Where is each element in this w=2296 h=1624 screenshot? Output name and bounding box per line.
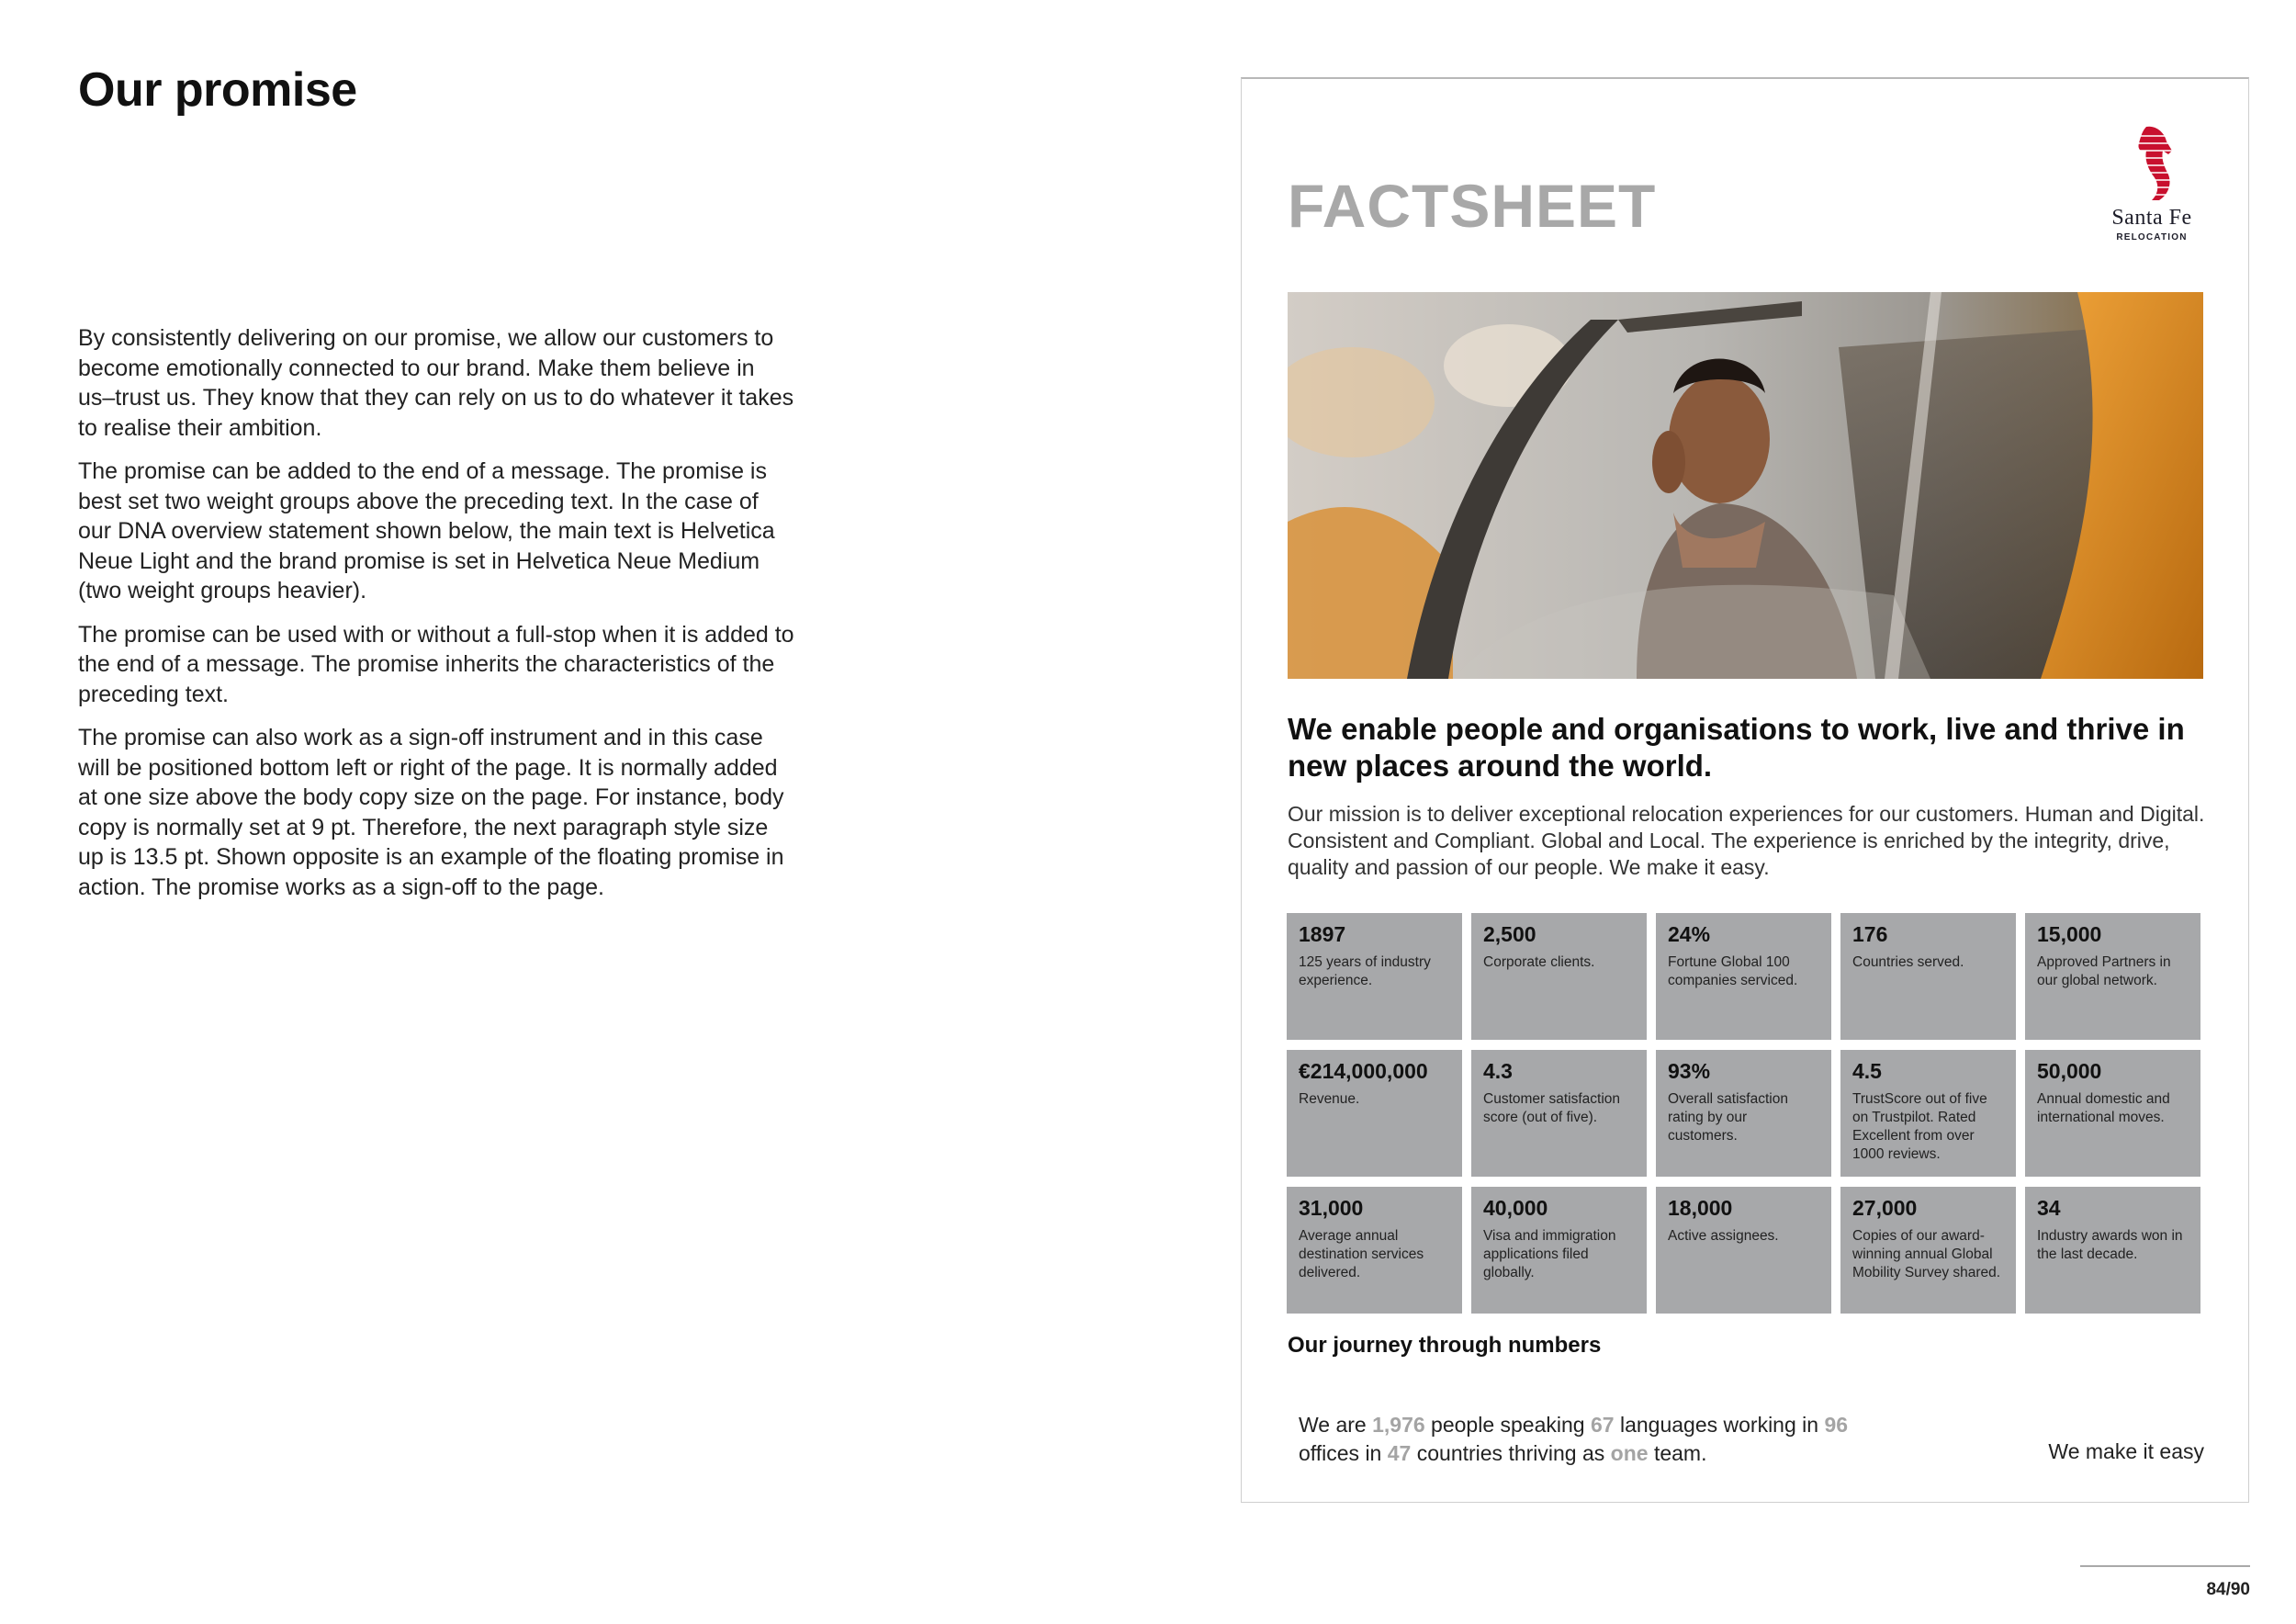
stat-value: 4.5 [1852,1059,1882,1083]
body-copy [78,323,794,916]
factsheet-headline: We enable people and organisations to work, live and thrive in new places around the world. [1288,712,2185,783]
page-number: 84/90 [2206,1580,2250,1599]
stat-value: 4.3 [1483,1059,1513,1083]
logo-name: Santa Fe [2111,206,2192,230]
stat-value: 1897 [1299,922,1346,946]
journey-text: languages working in [1614,1413,1825,1437]
stat-value: 93% [1668,1059,1711,1083]
stat-description: Copies of our award-winning annual Global Mobility Survey shared. [1852,1228,2001,1280]
stat-description: Visa and immigration applications filed globally. [1483,1228,1616,1280]
footer-divider [2080,1565,2250,1567]
stat-tile [1287,1050,1462,1177]
stat-tile [1840,913,2016,1040]
stat-description: Customer satisfaction score (out of five). [1483,1091,1621,1125]
journey-number: 47 [1387,1441,1412,1465]
stat-tile [1840,1187,2016,1314]
horse-head-icon [2128,123,2176,202]
journey-statement [1299,1411,1868,1468]
stat-description: Overall satisfaction rating by our customers. [1668,1091,1788,1144]
mission-statement: Our mission is to deliver exceptional relocation experiences for our customers. Human and Digital. Consistent and Compliant. Global and Local. The experience is enriched by the integrity, drive, quality and passion of our people. We make it easy. [1288,802,2205,879]
factsheet-title: FACTSHEET [1288,172,1657,240]
journey-title: Our journey through numbers [1288,1333,1602,1358]
stat-tile [1656,1187,1831,1314]
stat-description: TrustScore out of five on Trustpilot. Rated Excellent from over 1000 reviews. [1852,1091,1987,1162]
stat-tile [1471,1187,1647,1314]
journey-text: We are [1299,1413,1373,1437]
stat-value: 18,000 [1668,1196,1733,1220]
stat-value: 40,000 [1483,1196,1548,1220]
stat-value: 34 [2037,1196,2061,1220]
hero-photo [1288,292,2203,679]
stat-value: 31,000 [1299,1196,1364,1220]
stat-tile [1656,913,1831,1040]
page-title: Our promise [78,63,357,117]
stat-tile [1471,1050,1647,1177]
santa-fe-logo [2097,123,2207,242]
stat-description: Average annual destination services delivered. [1299,1228,1424,1280]
journey-number: 1,976 [1372,1413,1425,1437]
stats-grid [1287,913,2205,1314]
stat-value: 50,000 [2037,1059,2102,1083]
stat-tile [1287,913,1462,1040]
stat-description: Annual domestic and international moves. [2037,1091,2170,1125]
stat-description: Fortune Global 100 companies serviced. [1668,954,1798,988]
stat-tile [1840,1050,2016,1177]
body-paragraph: The promise can be added to the end of a message. The promise is best set two weight groups above the preceding text. In the case of our DNA overview statement shown below, the main text is Helvetica Neue Light and the brand promise is set in Helvetica Neue Medium (two weight groups heavier). [78,458,775,603]
journey-text: countries thriving as [1411,1441,1611,1465]
stat-description: Revenue. [1299,1091,1360,1107]
factsheet-panel [1241,77,2249,1503]
stat-description: Active assignees. [1668,1228,1779,1244]
body-paragraph: The promise can also work as a sign-off instrument and in this case will be positioned bottom left or right of the page. It is normally added at one size above the body copy size on the page. For instance, body copy is normally set at 9 pt. Therefore, the next paragraph style size up is 13.5 pt. Shown opposite is an example of the floating promise in action. The promise works as a sign-off to the page. [78,725,784,900]
stat-description: Industry awards won in the last decade. [2037,1228,2183,1262]
journey-text: people speaking [1424,1413,1591,1437]
stat-tile [1656,1050,1831,1177]
promise-signoff: We make it easy [2048,1439,2204,1463]
stat-value: €214,000,000 [1299,1059,1428,1083]
stat-tile [1287,1187,1462,1314]
stat-value: 176 [1852,922,1888,946]
stat-value: 2,500 [1483,922,1536,946]
stat-description: Approved Partners in our global network. [2037,954,2171,988]
journey-number: 67 [1590,1413,1615,1437]
body-paragraph: By consistently delivering on our promise, we allow our customers to become emotionally connected to our brand. Make them believe in us–trust us. They know that they can rely on us to do whatever it takes to realise their ambition. [78,325,794,441]
journey-text: team. [1648,1441,1707,1465]
stat-tile [1471,913,1647,1040]
logo-subtitle: RELOCATION [2116,232,2188,242]
stat-value: 15,000 [2037,922,2102,946]
stat-description: Corporate clients. [1483,954,1595,970]
stat-tile [2025,913,2200,1040]
stat-value: 24% [1668,922,1711,946]
body-paragraph: The promise can be used with or without a full-stop when it is added to the end of a message. The promise inherits the characteristics of the preceding text. [78,621,794,707]
stat-tile [2025,1050,2200,1177]
journey-number: 96 [1824,1413,1849,1437]
stat-description: 125 years of industry experience. [1299,954,1431,988]
journey-text: offices in [1299,1441,1388,1465]
stat-description: Countries served. [1852,954,1964,970]
stat-tile [2025,1187,2200,1314]
journey-number: one [1610,1441,1649,1465]
stat-value: 27,000 [1852,1196,1918,1220]
